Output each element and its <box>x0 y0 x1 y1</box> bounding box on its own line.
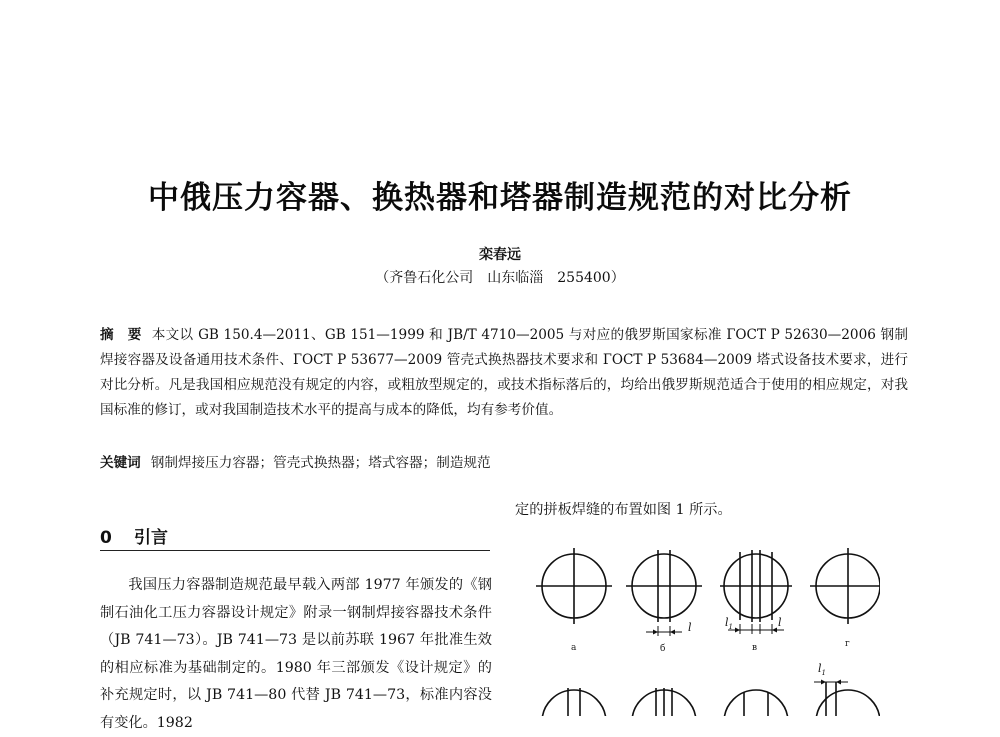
section-title: 引言 <box>134 528 168 548</box>
figure-label-a: a <box>571 643 577 653</box>
section-number: 0 <box>100 528 112 548</box>
intro-paragraph: 我国压力容器制造规范最早载入两部 1977 年颁发的《钢制石油化工压力容器设计规定》附录一钢制焊接容器技术条件（JB 741—73）。JB 741—73 是以前苏联 1967 年批准生效的相应标准为基础制定的。1980 年三部颁发《设计规定》的补充规定时，以 JB 741—80 代替 JB 741—73，标准内容没有变化。1982 <box>100 577 492 731</box>
section-heading <box>100 523 490 551</box>
dimension-l1-row2: $l_1$ <box>818 662 826 677</box>
author-affiliation: （齐鲁石化公司 山东临淄 255400） <box>375 270 625 286</box>
dimension-l-b: l <box>688 621 692 634</box>
keywords-text: 钢制焊接压力容器；管壳式换热器；塔式容器；制造规范 <box>150 455 491 471</box>
figure-label-b: б <box>660 644 666 654</box>
author-name: 栾春远 <box>479 247 521 263</box>
figure-panel-g <box>810 548 880 624</box>
figure-panel-a <box>536 548 612 624</box>
keywords-label: 关键词 <box>100 455 141 471</box>
figure-row-2 <box>542 680 880 717</box>
abstract <box>100 323 908 423</box>
keywords <box>100 452 908 474</box>
figure-1-weld-layouts <box>530 538 880 716</box>
paper-title: 中俄压力容器、换热器和塔器制造规范的对比分析 <box>148 180 852 216</box>
abstract-text: 本文以 GB 150.4—2011、GB 151—1999 和 JB/T 4710—2005 与对应的俄罗斯国家标准 ГОСТ Р 52630—2006 钢制焊接容器及设备通用技术条件、ГОСТ Р 53677—2009 管壳式换热器技术要求和 ГОСТ Р 53684—2009 塔式设备技术要求，进行对比分析。凡是我国相应规范没有规定的内容，或粗放型规定的，或技术指标落后的，均给出俄罗斯规范适合于使用的相应规定，对我国标准的修订，或对我国制造技术水平的提高与成本的降低，均有参考价值。 <box>100 327 908 418</box>
dimension-l-v: l <box>778 616 782 629</box>
figure-label-g: г <box>845 639 850 649</box>
dimension-l1-v: $l_1$ <box>725 616 733 631</box>
figure-label-v: в <box>752 643 758 653</box>
right-column-text: 定的拼板焊缝的布置如图 1 所示。 <box>515 502 732 518</box>
abstract-label: 摘 要 <box>100 327 142 343</box>
